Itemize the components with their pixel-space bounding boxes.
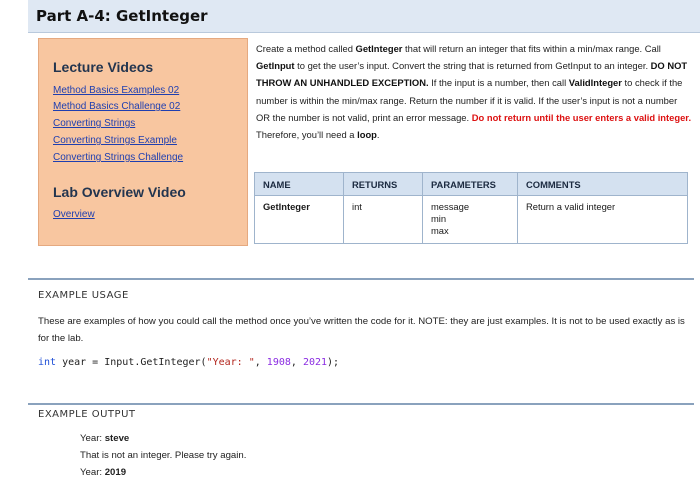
method-spec-table: [254, 172, 688, 244]
col-returns-header: RETURNS: [344, 173, 423, 196]
lab-overview-heading: Lab Overview Video: [53, 184, 186, 200]
lecture-link-method-basics-challenge[interactable]: Method Basics Challenge 02: [53, 101, 181, 112]
code-example: int year = Input.GetInteger("Year: ", 1908, 2021);: [38, 357, 340, 368]
method-description: Create a method called GetInteger that will return an integer that fits within a min/max range. Call GetInput to get the user’s input. Convert the string that is returned from GetInput to an integer. DO NOT THROW AN UNHANDLED EXCEPTION. If the input is a number, then call ValidInteger to check if the number is within the min/max range. Return the number if it is valid. If the user’s input is not a number OR the number is not valid, print an error message. Do not return until the user enters a valid integer. Therefore, you’ll need a loop.: [256, 43, 692, 141]
cell-comments: Return a valid integer: [518, 196, 688, 244]
col-comments-header: COMMENTS: [518, 173, 688, 196]
cell-name: GetInteger: [255, 196, 344, 244]
col-parameters-header: PARAMETERS: [423, 173, 518, 196]
lecture-link-converting-strings[interactable]: Converting Strings: [53, 118, 136, 129]
output-divider: [28, 403, 694, 405]
param-min: min: [431, 213, 447, 224]
usage-divider: [28, 278, 694, 280]
lecture-videos-heading: Lecture Videos: [53, 59, 154, 75]
table-row: [255, 196, 688, 244]
example-usage-label: EXAMPLE USAGE: [38, 290, 129, 301]
cell-parameters: [423, 196, 518, 244]
table-header-row: [255, 173, 688, 196]
output-line-2: That is not an integer. Please try again.: [80, 450, 247, 461]
resources-panel: [38, 38, 248, 246]
lecture-link-converting-strings-example[interactable]: Converting Strings Example: [53, 135, 177, 146]
example-output-label: EXAMPLE OUTPUT: [38, 409, 136, 420]
usage-description: These are examples of how you could call the method once you’ve written the code for it. NOTE: they are just examples. It is not to be used exactly as is for the lab.: [38, 316, 685, 344]
page-title: Part A-4: GetInteger: [36, 7, 208, 25]
lab-overview-link[interactable]: Overview: [53, 209, 95, 220]
lecture-link-converting-strings-challenge[interactable]: Converting Strings Challenge: [53, 152, 184, 163]
page-header: [28, 0, 700, 33]
param-max: max: [431, 225, 449, 236]
col-name-header: NAME: [255, 173, 344, 196]
lecture-link-method-basics-examples[interactable]: Method Basics Examples 02: [53, 85, 180, 96]
output-line-1: Year: steve: [80, 433, 130, 444]
param-message: message: [431, 201, 470, 212]
output-line-3: Year: 2019: [80, 467, 127, 478]
cell-returns: int: [344, 196, 423, 244]
